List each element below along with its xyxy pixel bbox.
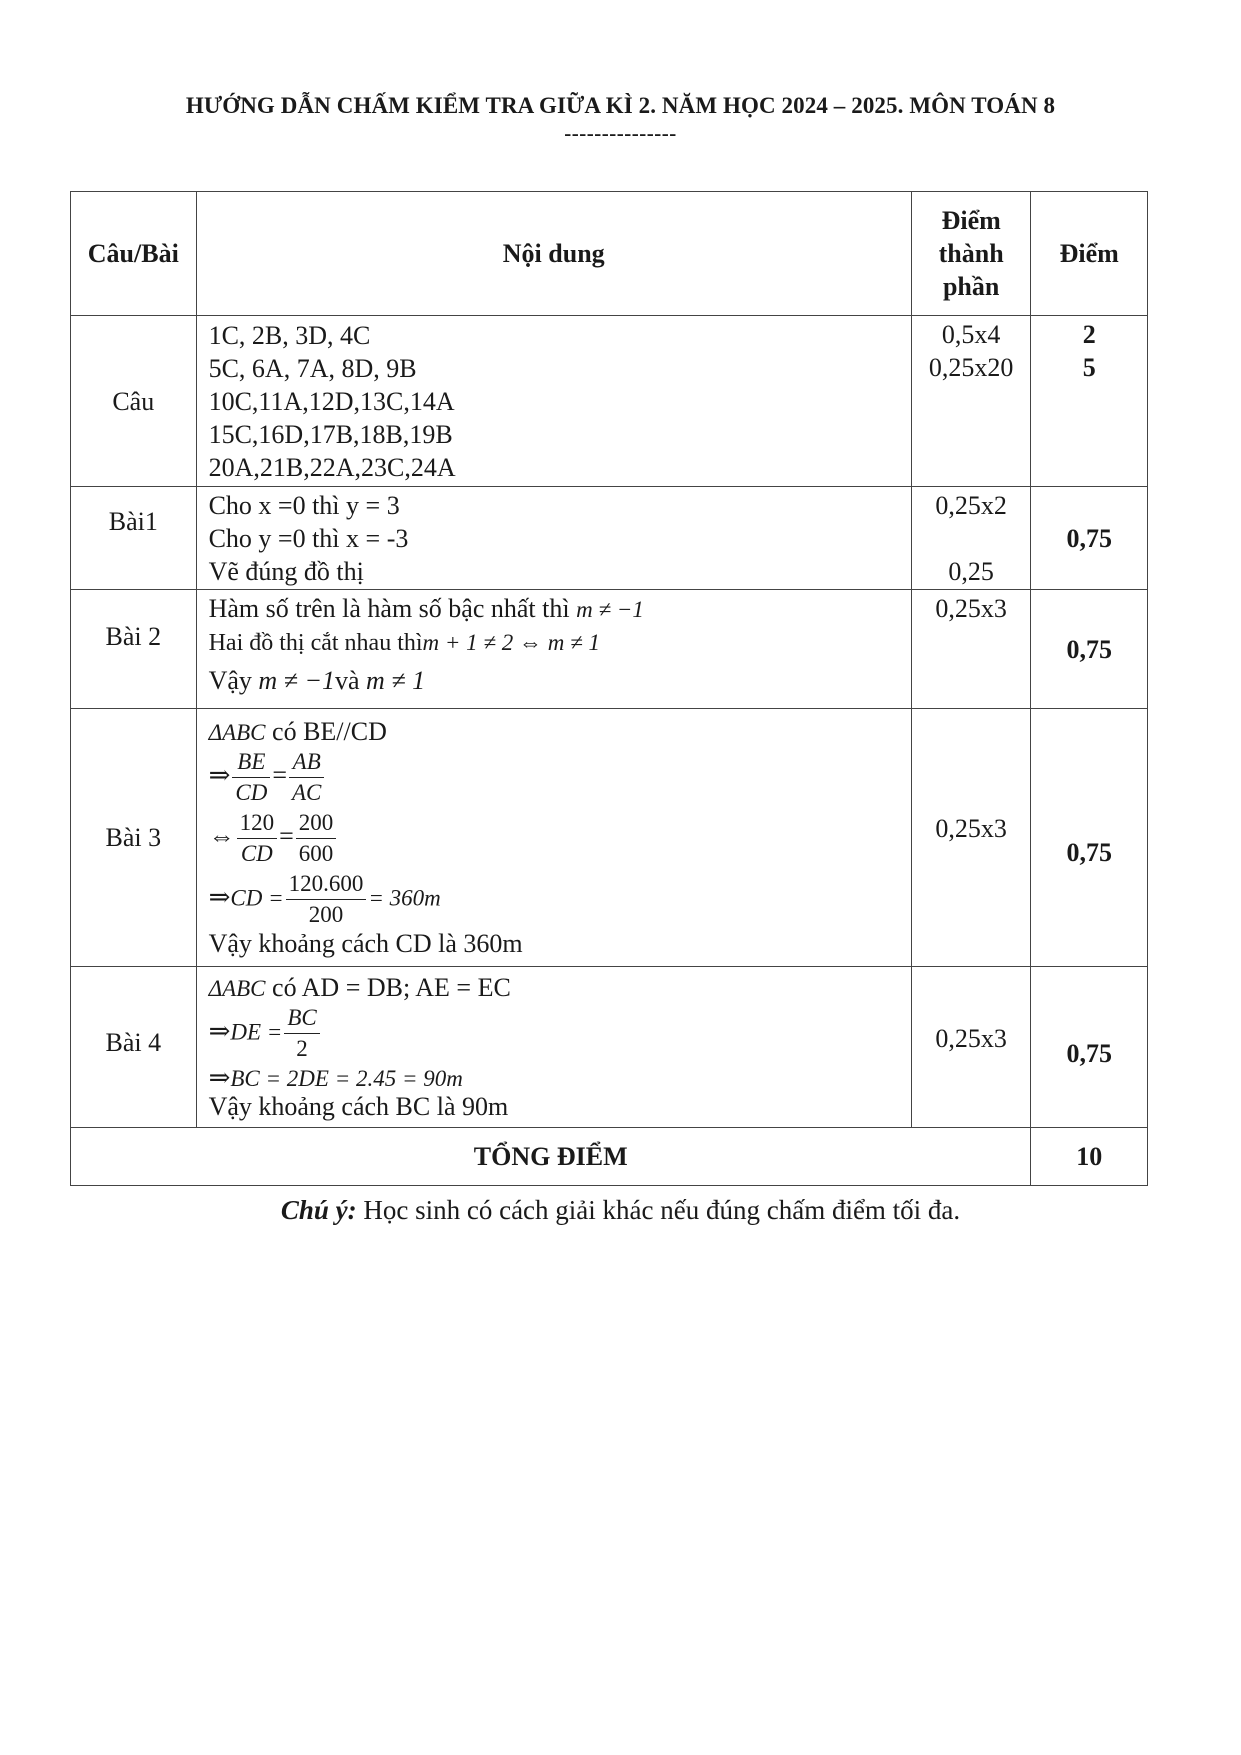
footnote-text: Học sinh có cách giải khác nếu đúng chấm điểm tối đa. xyxy=(356,1195,961,1225)
solution-text: có BE//CD xyxy=(265,716,387,746)
fraction xyxy=(286,869,367,930)
solution-text: Hai đồ thị cắt nhau thì xyxy=(208,630,423,656)
row-bai3 xyxy=(71,709,1148,967)
header-part-score-line: thành xyxy=(938,239,1004,268)
iff-symbol: ⇔ xyxy=(208,820,235,850)
part-score-value: 0,25 xyxy=(948,557,994,586)
row-label: Bài 2 xyxy=(71,590,197,709)
title-separator: --------------- xyxy=(564,121,677,145)
implies-symbol: ⇒ xyxy=(208,1015,231,1045)
solution-line: Vậy khoảng cách BC là 90m xyxy=(208,1091,509,1121)
solution-line xyxy=(209,718,899,747)
row-bai4 xyxy=(71,967,1148,1128)
fraction-line xyxy=(209,869,899,930)
fraction-numerator: BE xyxy=(232,747,270,778)
row-content xyxy=(196,590,911,709)
header-score: Điểm xyxy=(1031,192,1148,316)
fraction-denominator: AC xyxy=(292,779,322,805)
row-score xyxy=(1031,316,1148,487)
row-score: 0,75 xyxy=(1031,590,1148,709)
solution-line xyxy=(209,974,899,1003)
solution-line xyxy=(209,664,899,697)
grading-table xyxy=(70,191,1148,1186)
math-expression: m ≠ −1 xyxy=(258,666,335,695)
row-part-score: 0,25x3 xyxy=(911,967,1031,1128)
math-expression: m ≠ 1 xyxy=(366,666,426,695)
row-total xyxy=(71,1128,1148,1186)
row-label: Bài1 xyxy=(71,487,197,590)
header-question: Câu/Bài xyxy=(71,192,197,316)
header-part-score-line: Điểm xyxy=(941,206,1001,235)
math-expression: ΔABC xyxy=(208,975,266,1001)
row-content xyxy=(196,487,911,590)
fraction-line xyxy=(209,808,899,869)
answer-line: 5C, 6A, 7A, 8D, 9B xyxy=(208,353,417,383)
fraction-numerator: 120 xyxy=(237,808,278,839)
fraction-denominator: CD xyxy=(240,840,273,866)
solution-text: có AD = DB; AE = EC xyxy=(265,972,511,1002)
math-expression: DE = xyxy=(230,1018,283,1044)
math-expression: BC = 2DE = 2.45 = 90m xyxy=(230,1065,463,1091)
row-label: Bài 4 xyxy=(71,967,197,1128)
score-value: 5 xyxy=(1082,353,1096,382)
answer-line: 1C, 2B, 3D, 4C xyxy=(208,320,371,350)
answer-line: 20A,21B,22A,23C,24A xyxy=(208,452,456,482)
equals-symbol: = xyxy=(279,820,294,850)
row-content xyxy=(196,709,911,967)
fraction xyxy=(289,747,324,808)
header-row xyxy=(71,192,1148,316)
fraction-numerator: BC xyxy=(284,1003,319,1034)
header-part-score xyxy=(911,192,1031,316)
equals-symbol: = xyxy=(272,759,287,789)
math-expression: CD = xyxy=(230,884,284,910)
math-expression: m ≠ −1 xyxy=(576,597,644,622)
solution-line: Vẽ đúng đồ thị xyxy=(208,556,364,586)
fraction-line xyxy=(209,747,899,808)
fraction-denominator: 2 xyxy=(296,1035,308,1061)
fraction xyxy=(296,808,337,869)
part-score-value: 0,25x20 xyxy=(928,353,1014,382)
fraction xyxy=(232,747,270,808)
total-score: 10 xyxy=(1031,1128,1148,1186)
row-part-score: 0,25x3 xyxy=(911,709,1031,967)
implies-symbol: ⇒ xyxy=(208,1062,231,1092)
footnote xyxy=(0,1195,1241,1226)
fraction-numerator: 200 xyxy=(296,808,337,839)
solution-text: Vậy xyxy=(208,666,259,695)
solution-line: Vậy khoảng cách CD là 360m xyxy=(208,928,523,958)
math-expression: ΔABC xyxy=(208,719,266,745)
solution-line xyxy=(209,1064,899,1093)
solution-line xyxy=(209,626,899,660)
solution-line: Cho y =0 thì x = -3 xyxy=(208,523,409,553)
row-content xyxy=(196,316,911,487)
math-expression: = 360m xyxy=(368,884,441,910)
fraction-denominator: 200 xyxy=(308,901,344,927)
row-label: Câu xyxy=(71,316,197,487)
row-score: 0,75 xyxy=(1031,487,1148,590)
row-bai2 xyxy=(71,590,1148,709)
row-content xyxy=(196,967,911,1128)
solution-text: và xyxy=(335,666,367,695)
math-expression: m + 1 ≠ 2 ⇔ m ≠ 1 xyxy=(422,630,601,655)
row-label: Bài 3 xyxy=(71,709,197,967)
spacer xyxy=(913,522,1030,555)
header-part-score-line: phần xyxy=(942,272,1000,301)
total-label: TỔNG ĐIỂM xyxy=(71,1128,1031,1186)
header-content: Nội dung xyxy=(196,192,911,316)
fraction-denominator: CD xyxy=(235,779,268,805)
row-part-score xyxy=(911,316,1031,487)
implies-symbol: ⇒ xyxy=(208,881,231,911)
row-cau xyxy=(71,316,1148,487)
row-part-score xyxy=(911,487,1031,590)
part-score-value: 0,5x4 xyxy=(941,320,1001,349)
row-score: 0,75 xyxy=(1031,709,1148,967)
fraction-denominator: 600 xyxy=(298,840,334,866)
part-score-value: 0,25x2 xyxy=(935,491,1007,520)
implies-symbol: ⇒ xyxy=(208,759,231,789)
fraction xyxy=(237,808,278,869)
row-part-score: 0,25x3 xyxy=(911,590,1031,709)
solution-line xyxy=(209,592,899,626)
fraction-line xyxy=(209,1003,899,1064)
fraction-numerator: AB xyxy=(289,747,324,778)
fraction xyxy=(284,1003,319,1064)
solution-line: Cho x =0 thì y = 3 xyxy=(208,490,400,520)
answer-line: 10C,11A,12D,13C,14A xyxy=(208,386,455,416)
page-title: HƯỚNG DẪN CHẤM KIỂM TRA GIỮA KÌ 2. NĂM HỌC 2024 – 2025. MÔN TOÁN 8 xyxy=(185,93,1056,118)
fraction-numerator: 120.600 xyxy=(286,869,367,900)
row-bai1 xyxy=(71,487,1148,590)
solution-text: Hàm số trên là hàm số bậc nhất thì xyxy=(208,594,577,623)
row-score: 0,75 xyxy=(1031,967,1148,1128)
score-value: 2 xyxy=(1082,320,1096,349)
footnote-label: Chú ý: xyxy=(280,1195,357,1225)
answer-line: 15C,16D,17B,18B,19B xyxy=(208,419,453,449)
